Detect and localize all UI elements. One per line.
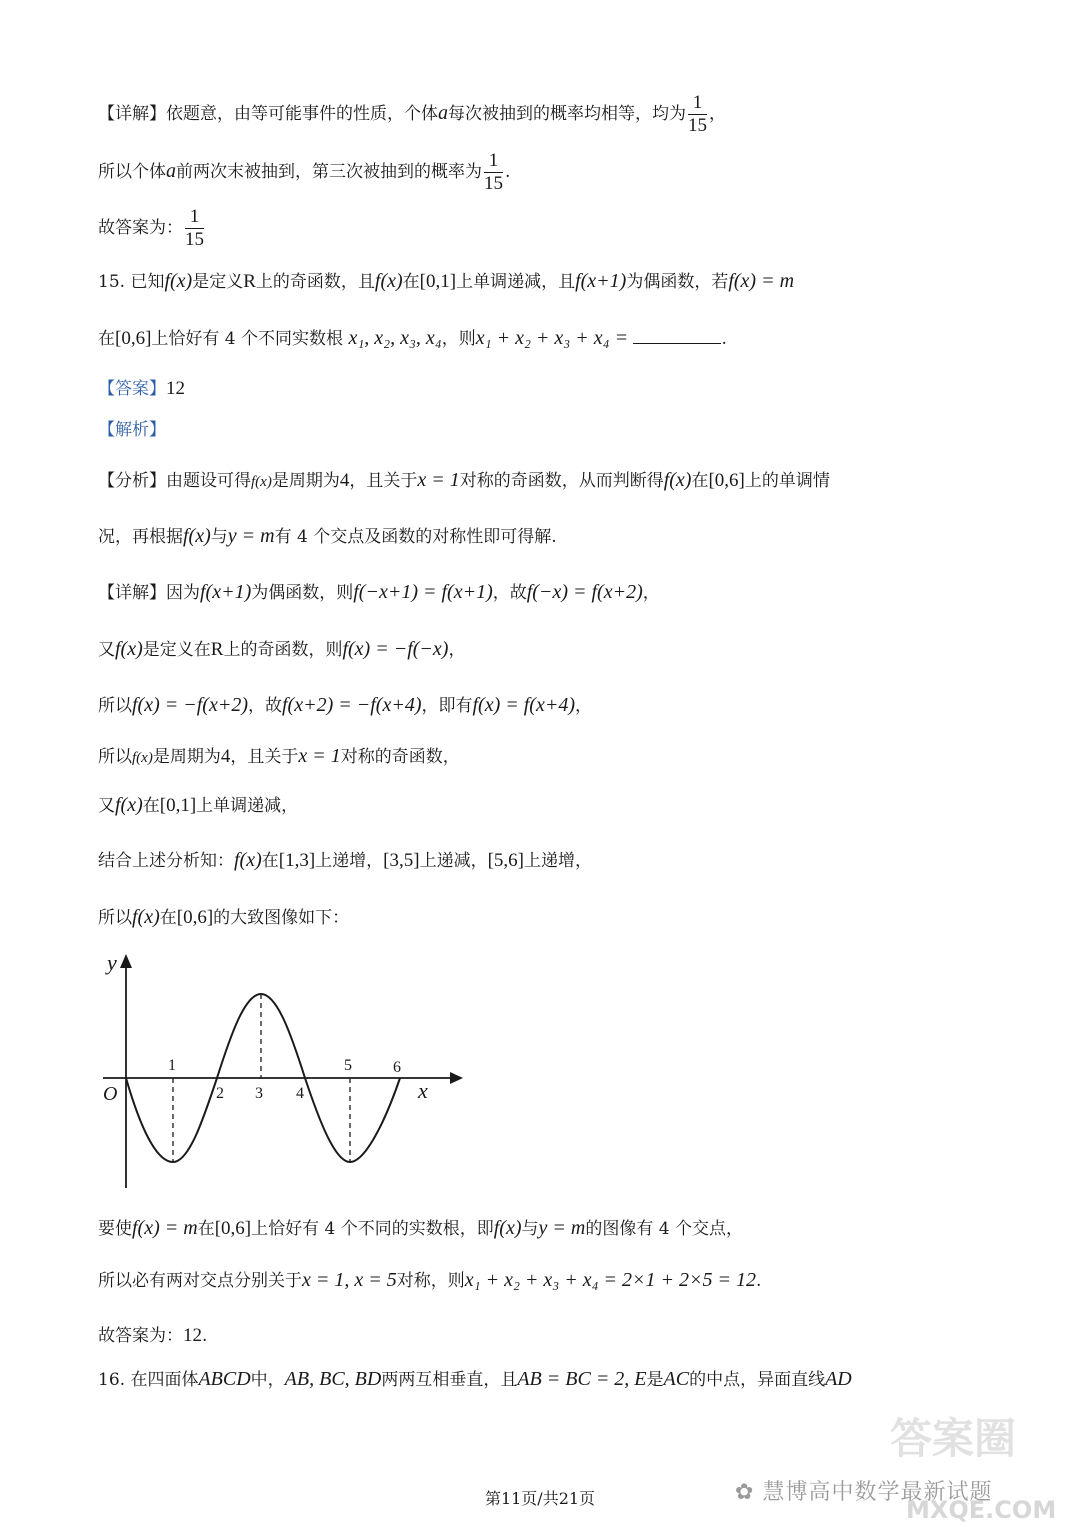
fraction: $\frac{1}{15}$: [185, 206, 204, 250]
detail2-line6: 结合上述分析知：f(x)在[1,3]上递增，[3,5]上递减，[5,6]上递增，: [98, 849, 592, 871]
detail2-line8: 要使f(x) = m在[0,6]上恰好有 4 个不同的实数根，即f(x)与y = m的图像有 4 个交点，: [98, 1217, 743, 1239]
answer-tag: 【答案】: [98, 379, 166, 399]
tick-label-5: 5: [344, 1057, 352, 1074]
detail1-line1: 【详解】依题意，由等可能事件的性质，个体a每次被抽到的概率均相等，均为 $\frac{1}{15}$ ，: [98, 92, 726, 136]
answer-line-1: 故答案为： $\frac{1}{15}$: [98, 206, 204, 250]
answer-row: [98, 374, 185, 404]
question-number: 15.: [98, 272, 126, 292]
question-number: 16.: [98, 1370, 126, 1390]
detail2-line2: 又f(x)是定义在R上的奇函数，则f(x) = −f(−x)，: [98, 638, 466, 660]
detail-tag: 【详解】: [98, 104, 166, 124]
watermark-site: MXQE.COM: [906, 1496, 1057, 1524]
tick-label-6: 6: [393, 1059, 401, 1076]
y-axis-arrow: [120, 954, 132, 968]
analysis-line2: 况，再根据f(x)与y = m有 4 个交点及函数的对称性即可得解.: [98, 525, 557, 547]
analysis-line1: 【分析】由题设可得f(x)是周期为4，且关于x = 1对称的奇函数，从而判断得f(x)在[0,6]上的单调情: [98, 469, 830, 491]
x-axis-label: x: [418, 1078, 428, 1103]
detail2-line5: 又f(x)在[0,1]上单调递减，: [98, 794, 299, 816]
analysis-tag: 【解析】: [98, 420, 166, 440]
analysis-tag-row: [98, 415, 166, 445]
detail1-line2: 所以个体a前两次末被抽到，第三次被抽到的概率为 $\frac{1}{15}$ .: [98, 150, 511, 194]
tick-label-2: 2: [216, 1085, 224, 1102]
fraction: $\frac{1}{15}$: [688, 92, 707, 136]
watermark-text: ✿ 慧博高中数学最新试题: [735, 1480, 993, 1505]
tick-label-3: 3: [255, 1085, 263, 1102]
tick-label-4: 4: [296, 1085, 304, 1102]
watermark-logo: 答案圈: [890, 1414, 1017, 1463]
answer-blank: [633, 325, 721, 344]
q15-line2: 在[0,6]上恰好有 4 个不同实数根 x₁, x₂, x₃, x₄，则x₁ + x₂ + x₃ + x₄ = .: [98, 327, 727, 349]
tick-label-1: 1: [168, 1057, 176, 1074]
q15-line1: 15. 已知f(x)是定义R上的奇函数，且f(x)在[0,1]上单调递减，且f(x+1)为偶函数，若f(x) = m: [98, 270, 795, 292]
detail2-line10: 故答案为：12.: [98, 1325, 208, 1346]
origin-label: O: [103, 1083, 118, 1105]
detail2-line9: 所以必有两对交点分别关于x = 1, x = 5对称，则x₁ + x₂ + x₃ + x₄ = 2×1 + 2×5 = 12.: [98, 1269, 762, 1291]
detail2-line3: 所以f(x) = −f(x+2)，故f(x+2) = −f(x+4)，即有f(x) = f(x+4)，: [98, 694, 592, 716]
x-axis-arrow: [450, 1072, 463, 1084]
wechat-icon: ✿: [735, 1480, 755, 1505]
q16-line1: 16. 在四面体ABCD中，AB, BC, BD两两互相垂直，且AB = BC = 2, E是AC的中点，异面直线AD: [98, 1368, 852, 1390]
answer-value: 12: [166, 378, 185, 399]
detail2-line1: 【详解】因为f(x+1)为偶函数，则f(−x+1) = f(x+1)，故f(−x) = f(x+2)，: [98, 581, 660, 603]
detail2-line7: 所以f(x)在[0,6]的大致图像如下：: [98, 906, 350, 928]
detail2-line4: 所以f(x)是周期为4，且关于x = 1对称的奇函数，: [98, 745, 460, 767]
page-footer: 第11页/共21页: [484, 1489, 596, 1508]
function-graph: [95, 950, 465, 1195]
fraction: $\frac{1}{15}$: [484, 150, 503, 194]
y-axis-label: y: [107, 950, 117, 975]
